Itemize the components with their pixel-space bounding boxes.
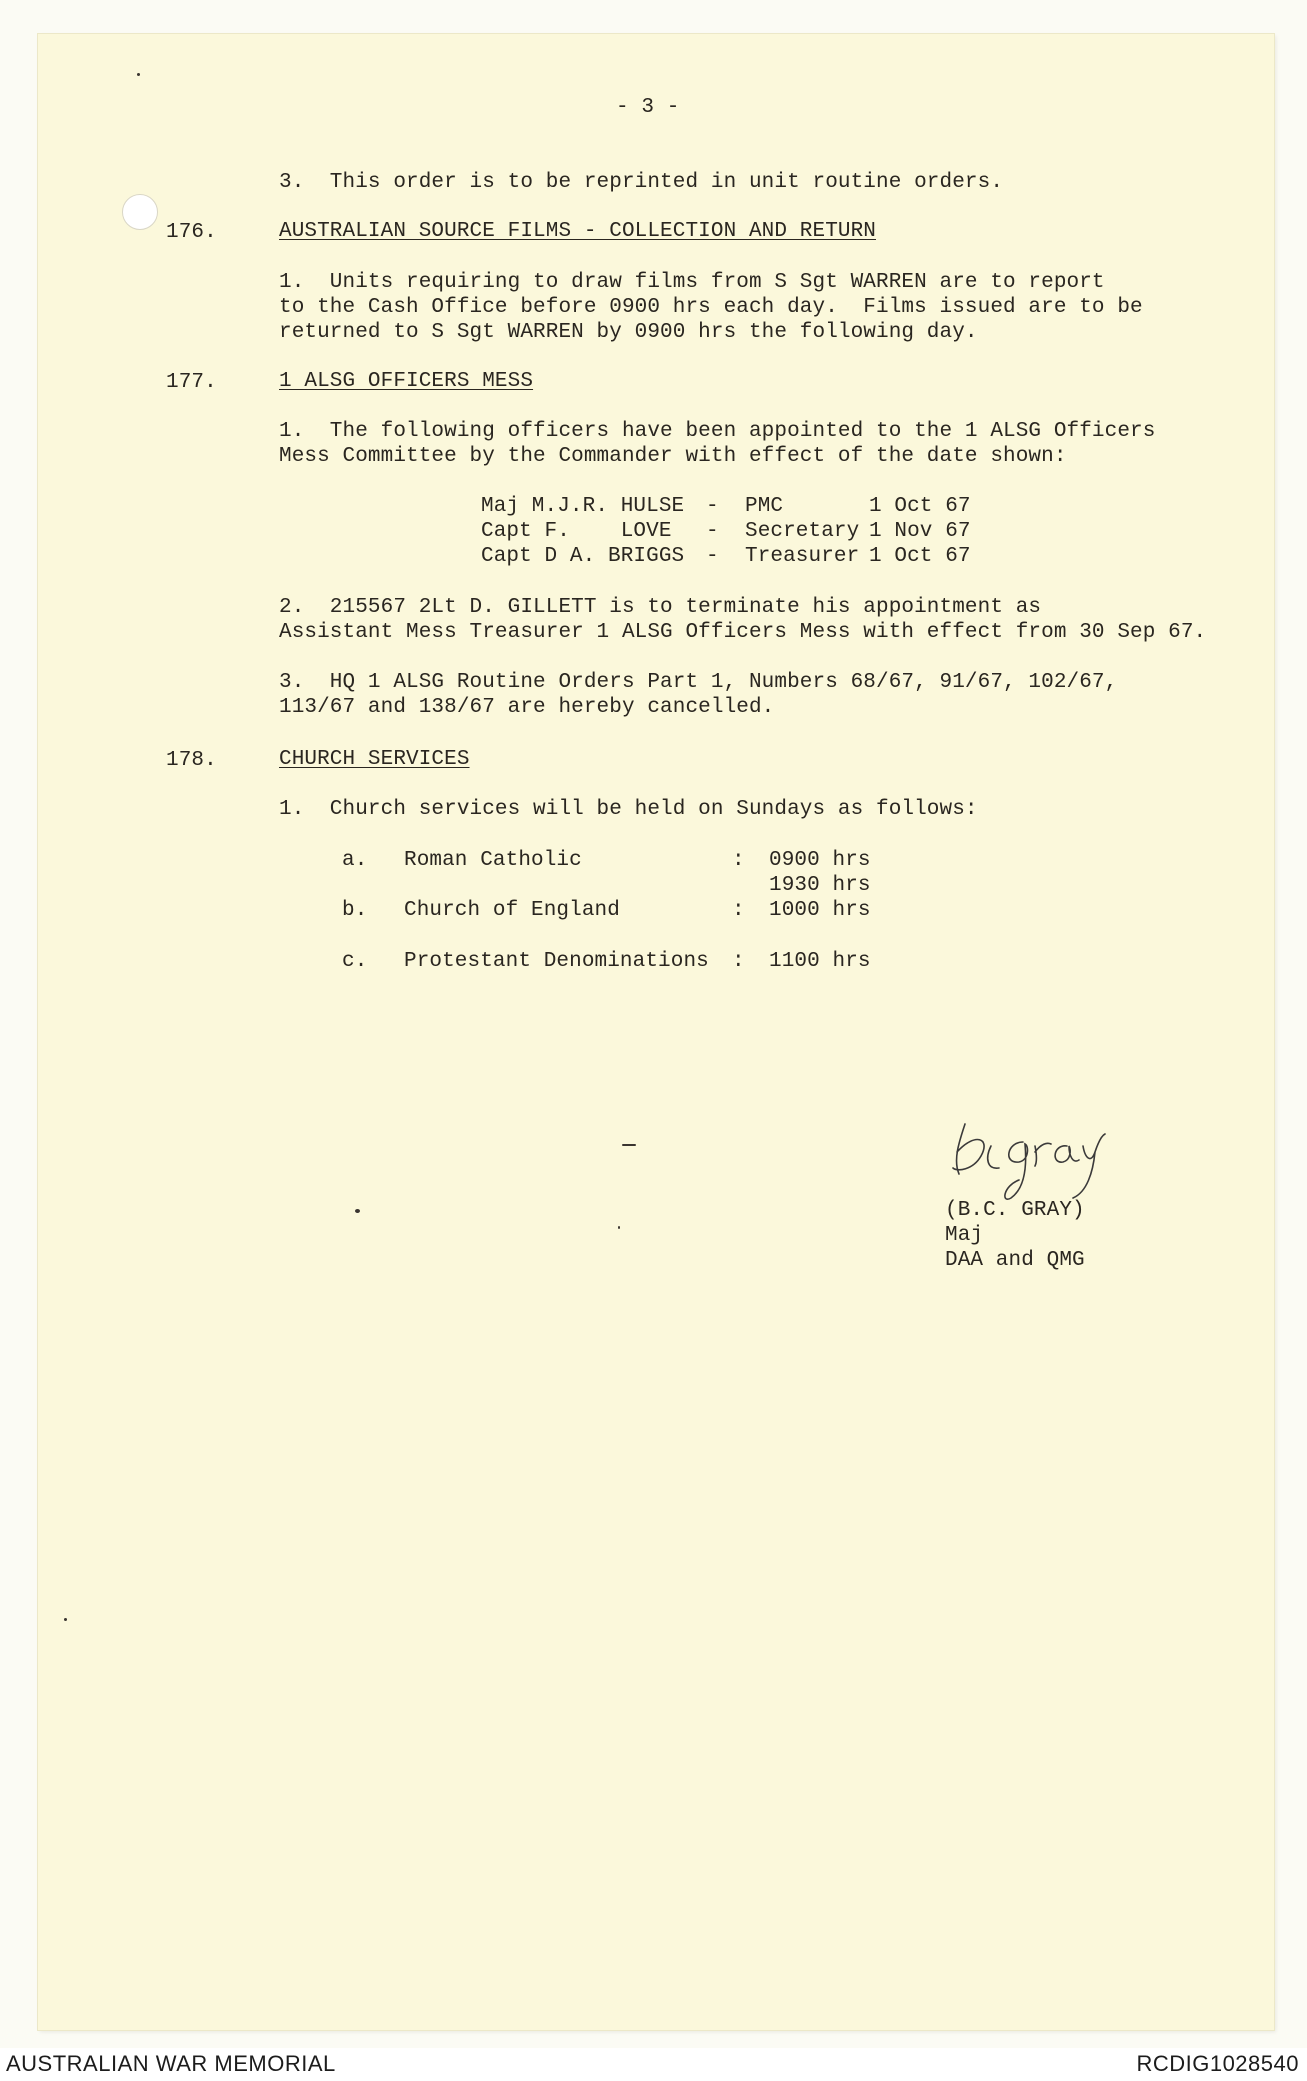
ink-speck <box>64 1618 67 1621</box>
section-177-item-2-line-1: 2. 215567 2Lt D. GILLETT is to terminate his appointment as <box>279 596 1042 619</box>
appointment-date: 1 Oct 67 <box>869 495 971 518</box>
appointment-dash: - <box>706 545 719 568</box>
section-176-line-2: to the Cash Office before 0900 hrs each day. Films issued are to be <box>279 296 1143 319</box>
handwritten-signature <box>945 1112 1125 1202</box>
ink-speck <box>355 1209 360 1213</box>
section-177-item-3-line-2: 113/67 and 138/67 are hereby cancelled. <box>279 696 775 719</box>
service-denomination: Protestant Denominations <box>404 950 709 973</box>
section-177-line-2: Mess Committee by the Commander with effect of the date shown: <box>279 445 1067 468</box>
paragraph-175-item-3: 3. This order is to be reprinted in unit routine orders. <box>279 171 1004 194</box>
appointment-role: Treasurer <box>745 545 860 568</box>
section-176-line-1: 1. Units requiring to draw films from S Sgt WARREN are to report <box>279 271 1105 294</box>
service-denomination: Church of England <box>404 899 620 922</box>
page-number: - 3 - <box>616 96 680 119</box>
service-time: 0900 hrs <box>769 849 871 872</box>
footer-right: RCDIG1028540 <box>1136 2051 1299 2076</box>
ink-speck <box>622 1144 636 1146</box>
signature-rank: Maj <box>945 1224 984 1247</box>
appointment-name: Capt F. LOVE <box>481 520 672 543</box>
appointment-dash: - <box>706 495 719 518</box>
appointment-name: Maj M.J.R. HULSE <box>481 495 685 518</box>
section-176-heading: AUSTRALIAN SOURCE FILMS - COLLECTION AND RETURN <box>279 220 876 243</box>
section-176-line-3: returned to S Sgt WARREN by 0900 hrs the following day. <box>279 321 978 344</box>
appointment-date: 1 Nov 67 <box>869 520 971 543</box>
section-177-line-1: 1. The following officers have been appointed to the 1 ALSG Officers <box>279 420 1156 443</box>
appointment-role: PMC <box>745 495 784 518</box>
section-178-number: 178. <box>166 749 217 772</box>
ink-speck <box>618 1226 620 1229</box>
section-177-item-3-line-1: 3. HQ 1 ALSG Routine Orders Part 1, Numbers 68/67, 91/67, 102/67, <box>279 671 1118 694</box>
service-letter: b. <box>342 899 368 922</box>
service-time: 1000 hrs <box>769 899 871 922</box>
section-178-item-1: 1. Church services will be held on Sundays as follows: <box>279 798 978 821</box>
section-176-number: 176. <box>166 221 217 244</box>
service-colon: : <box>732 899 745 922</box>
section-178-heading: CHURCH SERVICES <box>279 748 470 771</box>
service-denomination: Roman Catholic <box>404 849 582 872</box>
service-time: 1930 hrs <box>769 874 871 897</box>
service-letter: c. <box>342 950 368 973</box>
footer-left: AUSTRALIAN WAR MEMORIAL <box>6 2051 336 2076</box>
section-177-heading: 1 ALSG OFFICERS MESS <box>279 370 534 393</box>
appointment-role: Secretary <box>745 520 860 543</box>
service-letter: a. <box>342 849 368 872</box>
service-colon: : <box>732 849 745 872</box>
appointment-date: 1 Oct 67 <box>869 545 971 568</box>
ink-speck <box>137 73 140 76</box>
section-177-item-2-line-2: Assistant Mess Treasurer 1 ALSG Officers Mess with effect from 30 Sep 67. <box>279 621 1207 644</box>
signature-appointment: DAA and QMG <box>945 1249 1085 1272</box>
section-177-number: 177. <box>166 371 217 394</box>
punch-hole <box>122 194 158 230</box>
service-time: 1100 hrs <box>769 950 871 973</box>
signature-name: (B.C. GRAY) <box>945 1199 1085 1222</box>
appointment-dash: - <box>706 520 719 543</box>
service-colon: : <box>732 950 745 973</box>
appointment-name: Capt D A. BRIGGS <box>481 545 685 568</box>
